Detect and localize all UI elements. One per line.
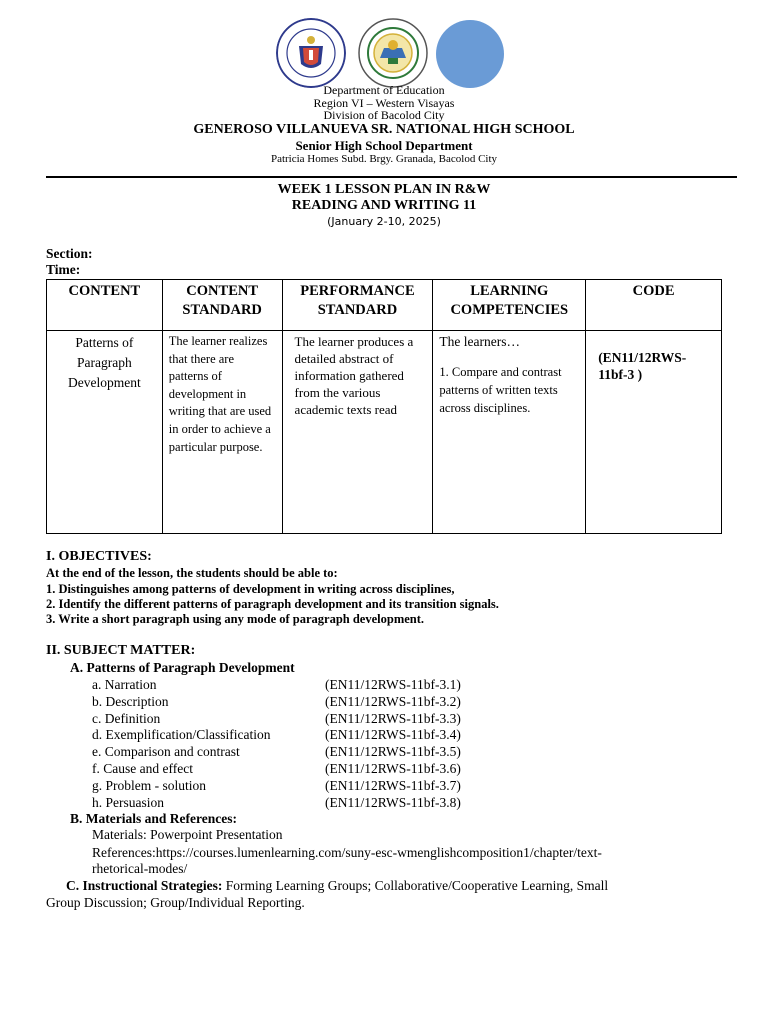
- header-content-standard: CONTENT STANDARD: [162, 280, 282, 331]
- objective-item: 2. Identify the different patterns of paragraph development and its transition signals.: [46, 597, 499, 611]
- title-line1: WEEK 1 LESSON PLAN IN R&W: [277, 182, 491, 197]
- time-label: Time:: [46, 262, 81, 277]
- title-dates: (January 2-10, 2025): [327, 215, 441, 228]
- pattern-code: (EN11/12RWS-11bf-3.6): [325, 760, 461, 776]
- pattern-name: d. Exemplification/Classification: [92, 727, 271, 743]
- pattern-name: c. Definition: [92, 710, 161, 726]
- pattern-name: b. Description: [92, 693, 169, 709]
- subject-matter-heading: II. SUBJECT MATTER:: [46, 643, 196, 658]
- lc-intro: The learners…: [439, 334, 520, 349]
- objectives-heading: I. OBJECTIVES:: [46, 549, 152, 564]
- placeholder-circle-logo: [436, 20, 504, 88]
- header-performance-standard: PERFORMANCE STANDARD: [282, 280, 433, 331]
- references-text-1: References:https://courses.lumenlearning.com/suny-esc-wmenglishcomposition1/chapter/text-: [92, 845, 602, 860]
- pattern-code: (EN11/12RWS-11bf-3.2): [325, 693, 461, 709]
- pattern-code: (EN11/12RWS-11bf-3.1): [325, 677, 461, 692]
- references-text-2: rhetorical-modes/: [92, 861, 188, 876]
- division-seal-logo: [358, 18, 428, 88]
- lc-item: 1. Compare and contrast patterns of written texts across disciplines.: [439, 365, 562, 415]
- objective-item: 3. Write a short paragraph using any mode of paragraph development.: [46, 612, 425, 626]
- objective-item: 1. Distinguishes among patterns of development in writing across disciplines,: [46, 582, 455, 596]
- patterns-codes: [325, 677, 461, 811]
- pattern-code: (EN11/12RWS-11bf-3.3): [325, 710, 461, 726]
- deped-seal-logo: [276, 18, 346, 88]
- pattern-name: e. Comparison and contrast: [92, 744, 240, 760]
- materials-text: Materials: Powerpoint Presentation: [92, 827, 283, 842]
- strategies-line: [66, 878, 608, 894]
- header-logos: [276, 18, 508, 88]
- cell-learning-competencies: [433, 331, 586, 534]
- header-division: Division of Bacolod City: [323, 108, 445, 122]
- pattern-code: (EN11/12RWS-11bf-3.4): [325, 727, 461, 743]
- patterns-list: [92, 677, 270, 811]
- cell-performance-standard: The learner produces a detailed abstract of information gathered from the various academic texts read: [282, 331, 433, 534]
- title-line2: READING AND WRITING 11: [291, 198, 477, 213]
- strategies-text-2: Group Discussion; Group/Individual Reporting.: [46, 895, 305, 910]
- header-rule: [46, 176, 737, 178]
- pattern-name: a. Narration: [92, 677, 157, 692]
- cell-content-standard: The learner realizes that there are patterns of development in writing that are used in order to achieve a particular purpose.: [162, 331, 282, 534]
- table-header-row: [47, 280, 722, 331]
- strategies-text-1: Forming Learning Groups; Collaborative/Cooperative Learning, Small: [222, 878, 609, 893]
- table-row: [47, 331, 722, 534]
- header-content: CONTENT: [47, 280, 163, 331]
- header-learning-competencies: LEARNING COMPETENCIES: [433, 280, 586, 331]
- header-school: GENEROSO VILLANUEVA SR. NATIONAL HIGH SCHOOL: [193, 122, 575, 137]
- pattern-code: (EN11/12RWS-11bf-3.8): [325, 794, 461, 810]
- objectives-intro: At the end of the lesson, the students should be able to:: [46, 566, 338, 580]
- pattern-name: g. Problem - solution: [92, 777, 206, 793]
- header-code: CODE: [586, 280, 722, 331]
- cell-content: Patterns of Paragraph Development: [47, 331, 163, 534]
- materials-heading: B. Materials and References:: [70, 811, 237, 826]
- header-department: Senior High School Department: [295, 138, 473, 153]
- header-address: Patricia Homes Subd. Brgy. Granada, Bacolod City: [270, 153, 498, 165]
- patterns-heading: A. Patterns of Paragraph Development: [70, 660, 295, 675]
- pattern-name: h. Persuasion: [92, 794, 164, 810]
- section-label: Section:: [46, 246, 93, 261]
- header-region: Region VI – Western Visayas: [313, 96, 455, 110]
- pattern-name: f. Cause and effect: [92, 760, 193, 776]
- strategies-heading: C. Instructional Strategies:: [66, 878, 223, 893]
- pattern-code: (EN11/12RWS-11bf-3.7): [325, 777, 461, 793]
- cell-code: (EN11/12RWS-11bf-3 ): [586, 331, 722, 534]
- pattern-code: (EN11/12RWS-11bf-3.5): [325, 744, 461, 760]
- header-dept: Department of Education: [323, 83, 445, 97]
- lesson-plan-table: [46, 279, 722, 534]
